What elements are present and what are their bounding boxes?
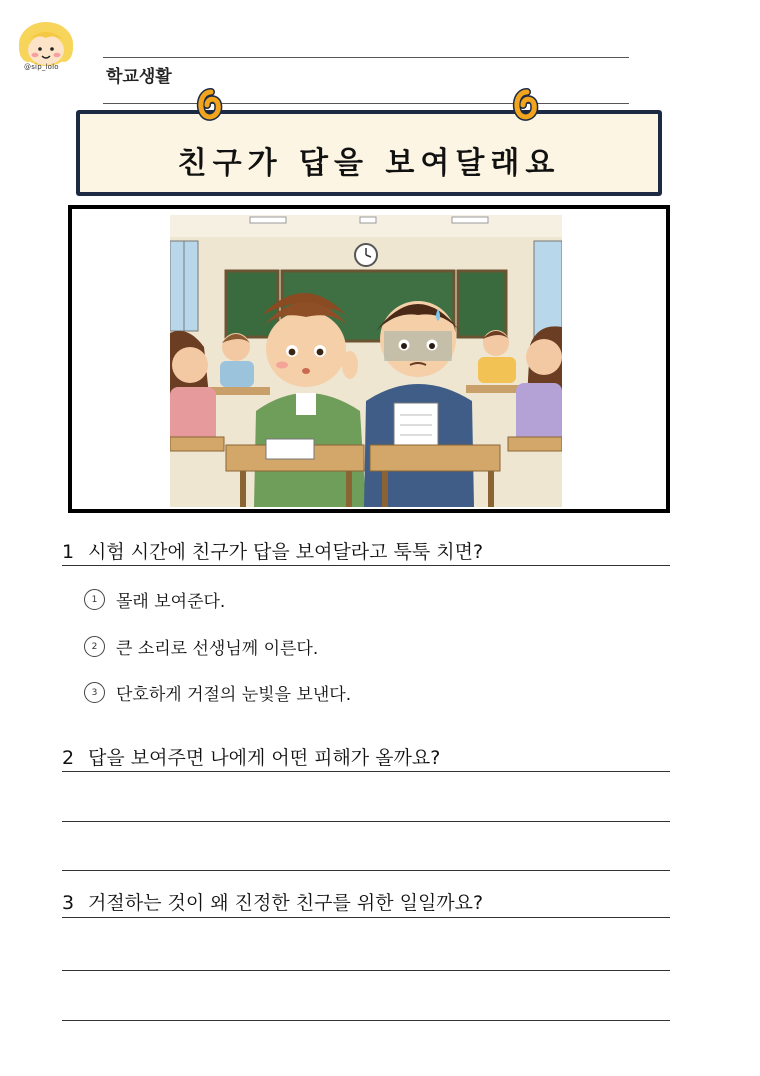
answer-line[interactable] bbox=[62, 1020, 670, 1021]
header-line-bottom bbox=[103, 103, 629, 104]
binder-ring-icon bbox=[194, 88, 228, 132]
title-banner bbox=[76, 110, 662, 196]
answer-line[interactable] bbox=[62, 870, 670, 871]
question-text: 답을 보여주면 나에게 어떤 피해가 올까요? bbox=[88, 747, 441, 769]
question-number: 3 bbox=[62, 892, 75, 914]
answer-line[interactable] bbox=[62, 970, 670, 971]
logo-handle: @sip_lolo bbox=[24, 63, 59, 71]
question-text: 시험 시간에 친구가 답을 보여달라고 툭툭 치면? bbox=[88, 541, 484, 563]
option-text: 단호하게 거절의 눈빛을 보낸다. bbox=[116, 685, 352, 705]
binder-ring-icon bbox=[510, 88, 544, 132]
option-text: 큰 소리로 선생님께 이른다. bbox=[116, 639, 319, 659]
question-2 bbox=[62, 743, 440, 770]
illustration-frame bbox=[68, 205, 670, 513]
question-1 bbox=[62, 537, 483, 564]
page-title: 친구가 답을 보여달래요 bbox=[177, 146, 561, 181]
header-line-top bbox=[103, 57, 629, 58]
option-marker: 3 bbox=[84, 682, 105, 703]
option-text: 몰래 보여준다. bbox=[116, 592, 226, 612]
question-number: 2 bbox=[62, 747, 75, 769]
answer-line[interactable] bbox=[62, 821, 670, 822]
option-marker: 1 bbox=[84, 589, 105, 610]
category-label: 학교생활 bbox=[106, 67, 172, 87]
option-marker: 2 bbox=[84, 636, 105, 657]
question-3 bbox=[62, 888, 483, 915]
question-underline bbox=[62, 771, 670, 772]
option-2[interactable] bbox=[84, 634, 318, 659]
question-text: 거절하는 것이 왜 진정한 친구를 위한 일일까요? bbox=[88, 892, 484, 914]
question-underline bbox=[62, 565, 670, 566]
question-number: 1 bbox=[62, 541, 75, 563]
classroom-exam-illustration bbox=[170, 215, 562, 507]
option-1[interactable] bbox=[84, 587, 225, 612]
option-3[interactable] bbox=[84, 680, 351, 705]
question-underline bbox=[62, 917, 670, 918]
